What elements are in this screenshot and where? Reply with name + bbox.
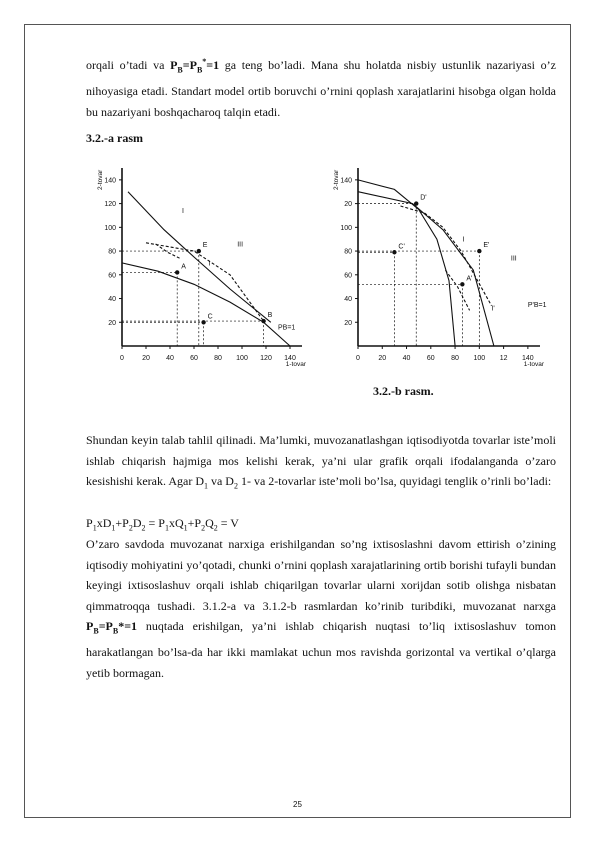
price-equation: $P_B=P_B^*=1$: [170, 57, 220, 75]
y-tick-label: 60: [108, 272, 116, 280]
point-label: C': [398, 243, 405, 251]
x-tick-label: 20: [142, 355, 150, 362]
curve-annotation: I': [491, 305, 495, 313]
x-tick-label: 20: [378, 355, 387, 362]
y-tick-label: 20: [344, 319, 352, 327]
x-tick-label: 40: [402, 355, 411, 362]
chart-a: [86, 156, 316, 371]
x-tick-label: 40: [166, 355, 174, 362]
data-point: [392, 250, 396, 254]
curve-annotation: I: [462, 236, 465, 244]
paragraph-equilibrium: O’zaro savdoda muvozanat narxiga erishilgandan so’ng ixtisoslashni davom ettirish o’zining iqtisodiy mohiyatini yo’qotadi, chunki o’rnini qoplash xarajatlarining ortib borishi tufayli bundan keyingi ixtisoslashuv orqali ishlab chiqarilgan tovarlar ularni xorijdan sotib olishga nisbatan qimmatroqqa tushadi. 3.1.2-a va 3.1.2-b rasmlardan ko’rinib turibdiki, muvozanat narxga $P_B=P_B*=1$ nuqtada erishilgan, ya’ni ishlab chiqarish nuqtasi to’liq ixtisoslashuv tomon harakatlangan bo’lsa-da har ikki mamlakat uchun mos ravishda gorizontal va vertikal o’qlarga yetib bormagan.: [86, 537, 556, 680]
figure-caption-a: 3.2.-a rasm: [86, 131, 143, 145]
y-tick-label: 40: [108, 296, 116, 304]
point-label: B: [267, 312, 273, 320]
page-number: 25: [293, 800, 302, 809]
curve-annotation: I: [208, 260, 211, 268]
series-line: [146, 243, 264, 321]
data-point: [477, 249, 481, 253]
data-point: [175, 270, 179, 274]
x-tick-label: 0: [120, 355, 124, 362]
chart-b-container: [322, 156, 556, 376]
data-point: [414, 201, 418, 205]
data-point: [201, 320, 205, 324]
y-tick-label: 60: [344, 272, 352, 280]
x-tick-label: 60: [426, 355, 435, 362]
curve-annotation: I: [182, 208, 184, 216]
y-tick-label: 100: [340, 224, 352, 232]
text-span: ga teng bo’ladi. Mana shu holatda nisbiy ustunlik nazariyasi o’z nihoyasiga etadi. Standart model ortib boruvchi o’rnini qoplash xarajatlarini hisobga olgan holda bu nazariyani boshqacharoq talqin etadi.: [86, 58, 556, 119]
x-tick-label: 0: [356, 355, 360, 362]
formula-line: $P_1xD_1+P_2D_2 = P_1xQ_1+P_2Q_2 = V$: [86, 516, 239, 533]
chart-b: [322, 156, 556, 371]
point-label: D': [420, 194, 427, 202]
x-tick-label: 140: [522, 355, 534, 362]
data-point: [261, 319, 265, 323]
x-axis-label: 1-tovar: [285, 361, 306, 368]
x-tick-label: 140: [284, 355, 296, 362]
curve-annotation: III: [237, 241, 244, 249]
x-tick-label: 80: [451, 355, 459, 362]
x-tick-label: 60: [190, 355, 198, 362]
curve-annotation: PB=1: [278, 324, 296, 332]
y-tick-label: 20: [344, 201, 352, 209]
data-point: [460, 282, 464, 286]
series-line: [401, 206, 492, 306]
figure-caption-b: 3.2.-b rasm.: [373, 384, 434, 398]
x-tick-label: 12: [499, 355, 508, 362]
y-tick-label: 140: [340, 177, 352, 185]
paragraph-intro: [86, 52, 556, 122]
y-tick-label: 80: [344, 248, 352, 256]
x-axis-label: 1-tovar: [523, 361, 544, 368]
text-span: orqali o’tadi va: [86, 58, 171, 72]
series-line: [128, 192, 271, 323]
y-axis-label: 2-tovar: [97, 169, 104, 190]
point-label: A: [181, 263, 186, 271]
point-label: E': [483, 242, 490, 250]
paragraph-demand: Shundan keyin talab tahlil qilinadi. Ma’lumki, muvozanatlashgan iqtisodiyotda tovarlar iste’moli ishlab chiqarish hajmiga mos kelishi kerak, ya’ni ular grafik orqali ifodalanganda o’zaro kesishishi kerak. Agar $D_1$ va $D_2$ 1- va 2-tovarlar iste’moli bo’lsa, quyidagi tenglik o’rinli bo’ladi:: [86, 433, 556, 491]
price-equation-2: $P_B=P_B*=1$: [86, 619, 138, 636]
y-tick-label: 140: [104, 177, 116, 185]
x-tick-label: 100: [473, 355, 486, 362]
y-tick-label: 120: [104, 201, 116, 209]
chart-a-container: [86, 156, 316, 376]
y-tick-label: 20: [108, 319, 116, 327]
point-label: E: [202, 242, 208, 250]
x-tick-label: 80: [214, 355, 222, 362]
curve-annotation: III: [510, 255, 517, 263]
y-axis-label: 2-tovar: [333, 169, 340, 190]
data-point: [197, 249, 201, 253]
x-tick-label: 100: [236, 355, 248, 362]
series-line: [122, 263, 290, 346]
curve-annotation: P'B=1: [527, 301, 547, 309]
y-tick-label: 40: [344, 296, 352, 304]
point-label: A': [466, 275, 473, 283]
y-tick-label: 80: [108, 248, 116, 256]
y-tick-label: 100: [104, 224, 116, 232]
series-line: [358, 180, 455, 346]
point-label: C: [207, 313, 213, 321]
x-tick-label: 120: [260, 355, 272, 362]
series-line: [358, 192, 494, 346]
